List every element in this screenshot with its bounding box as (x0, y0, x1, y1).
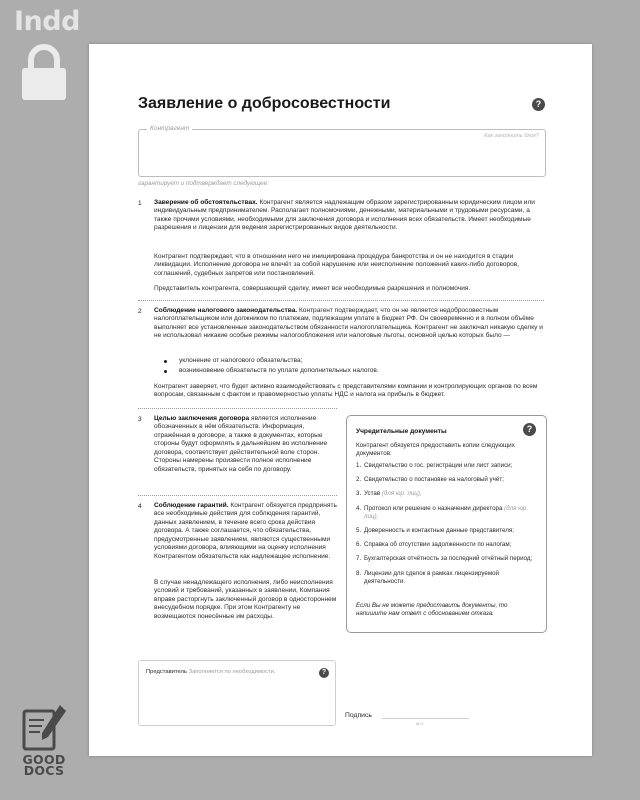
section-2-bullet-1: уклонение от налогового обязательства; (179, 357, 303, 364)
section-1-paragraph-2: Контрагент подтверждает, что в отношении него не инициирована процедура банкротства и он не находится в стадии ликвидации. Исполнение договора не влечёт за собой нарушение или неисполнение положений каких-либо договоров, соглашений, судебных запретов или постановлений. (154, 253, 520, 277)
section-1-heading: Заверение об обстоятельствах. (154, 199, 258, 206)
representative-hint: Заполняется по необходимости. (188, 669, 276, 675)
section-divider (138, 408, 337, 409)
goodocs-logo (18, 703, 70, 776)
list-item: 7. Бухгалтерская отчётность за последний отчётный период; (356, 555, 533, 563)
section-1-paragraph-3: Представитель контрагента, совершающий сделку, имеет все необходимые разрешения и полномочия. (154, 285, 471, 292)
list-item: 4. Протокол или решение о назначении директора (для юр. лиц); (356, 504, 528, 520)
signature-line[interactable] (382, 718, 469, 719)
lock-icon (22, 44, 66, 100)
section-number: 3 (138, 416, 142, 423)
section-1-paragraph-1: Заверение об обстоятельствах. Контрагент является надлежащим образом зарегистрированным юридическим лицом или индивидуальным предпринимателем. Располагает полномочиями, денежными, материальными и трудовыми ресурсами, а также прочими условиями, необходимыми для заключения договора и исполнения всех обязательств. Имеет необходимые разрешения и лицензии для ведения зарегистрированных видов деятельности. (154, 199, 535, 232)
section-number: 2 (138, 308, 142, 315)
section-4-paragraph-1: Соблюдение гарантий. Контрагент обязуется предпринять все необходимые действия для соблюдения гарантий, данных заявлением, в течение всего срока действия договора. А также соглашается, что обязательства, предусмотренные заявлением, являются существенными условиями договора, влияющими на оценку исполнения Контрагентом обязательств как надлежащее исполнение. (154, 502, 337, 560)
list-item: 2. Свидетельство о постановке на налоговый учёт; (356, 476, 504, 484)
section-2-bullet-2: возникновение обязательств по уплате дополнительных налогов. (179, 367, 379, 374)
sidebar-intro: Контрагент обязуется предоставить копии следующих документов: (356, 442, 515, 458)
section-2-paragraph-2: Контрагент заверяет, что будет активно взаимодействовать с представителями компании и контролирующих органов по всем вопросам, связанным с фактом и правомерностью уплаты НДС и налога на прибыль в бюджет. (154, 383, 538, 399)
signature-hint: м.п. (416, 721, 425, 726)
list-item: 8. Лицензии для сделок в рамках лицензируемой деятельности. (356, 569, 500, 585)
title-help-icon[interactable]: ? (532, 98, 545, 111)
section-3-heading: Целью заключения договора (154, 415, 250, 422)
list-item: 5. Доверенность и контактные данные представителя; (356, 527, 514, 535)
logo-text-good: GOOD (22, 752, 66, 767)
sidebar-help-icon[interactable]: ? (523, 423, 536, 436)
document-title: Заявление о добросовестности (138, 95, 391, 112)
guarantee-text: гарантирует и подтверждает следующее: (138, 180, 269, 187)
sidebar-footer: Если Вы не можете предоставить документы, то напишите нам ответ с обоснованием отказа. (356, 602, 508, 618)
section-number: 1 (138, 200, 142, 207)
section-2-paragraph-1: Соблюдение налогового законодательства. Контрагент подтверждает, что он не является недобросовестным налогоплательщиком или должником по платежам, подлежащим уплате в бюджет РФ. Он своевременно и в полном объёме выполняет все установленные законодательством обязанности налогоплательщика. Контрагент не заключал никакую сделку и не использовал никакие особые режимы налогообложения или налоговые льготы, основной целью которых было — (154, 307, 543, 340)
list-item: 6. Справка об отсутствии задолженности по налогам; (356, 541, 512, 549)
document-page (89, 44, 592, 756)
bullet-icon (164, 370, 167, 373)
document-pen-icon (18, 703, 70, 751)
section-2-heading: Соблюдение налогового законодательства. (154, 307, 298, 314)
counterparty-label: Контрагент (147, 125, 192, 132)
bullet-icon (164, 360, 167, 363)
founding-documents-panel (346, 415, 547, 633)
representative-label: Представитель (146, 669, 187, 675)
representative-help-icon[interactable]: ? (319, 668, 329, 678)
section-4-paragraph-2: В случае ненадлежащего исполнения, либо неисполнения условий и требований, указанных в заявлении, Компания вправе расторгнуть заключенный договор в одностороннем внесудебном порядке. При этом Контрагенту не возмещаются понесённые им расходы. (154, 579, 337, 620)
section-3-paragraph-1: Целью заключения договора является исполнение обозначенных в нём обязательств. Информация, отражённая в договоре, а также в документах, которые стороны будут оформлять в дальнейшем во исполнение договора, соответствует действительной воле сторон. Стороны намерены произвести полное исполнение обязательств, принятых на себя по договору. (154, 415, 328, 473)
counterparty-hint-link[interactable]: Как заполнить блок? (484, 133, 539, 139)
list-item: 1. Свидетельство о гос. регистрации или лист записи; (356, 462, 513, 469)
logo-text-docs: DOCS (23, 763, 65, 778)
app-label: Indd (14, 6, 80, 37)
section-4-heading: Соблюдение гарантий. (154, 502, 229, 509)
representative-field[interactable] (138, 660, 336, 726)
signature-label: Подпись (345, 712, 372, 719)
document-list (356, 462, 541, 586)
section-number: 4 (138, 503, 142, 510)
sidebar-title: Учредительные документы (356, 428, 447, 435)
counterparty-field[interactable] (138, 125, 546, 177)
section-divider (138, 495, 337, 496)
list-item: 3. Устав (для юр. лиц); (356, 490, 422, 498)
section-divider (138, 300, 544, 301)
